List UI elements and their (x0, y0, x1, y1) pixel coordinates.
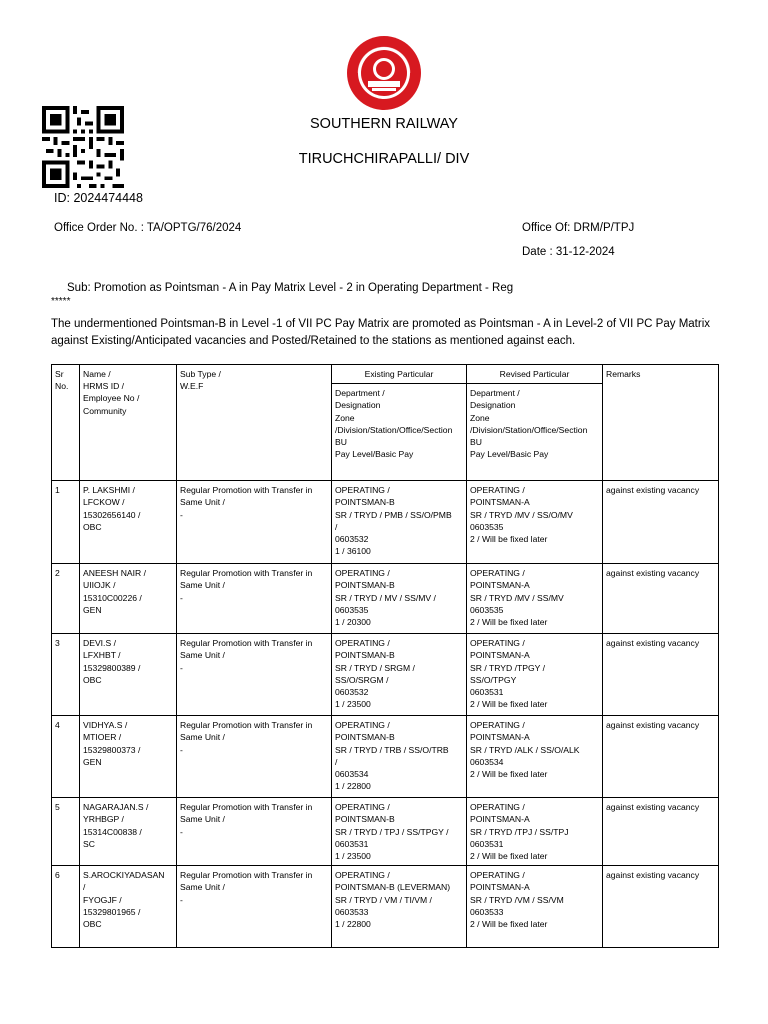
cell-revised: OPERATING / POINTSMAN-A SR / TRYD /ALK / SS/O/ALK 0603534 2 / Will be fixed later (467, 716, 603, 798)
office-order-number: Office Order No. : TA/OPTG/76/2024 (54, 222, 242, 234)
cell-sr: 4 (52, 716, 80, 798)
cell-remarks: against existing vacancy (603, 481, 719, 564)
cell-subtype: Regular Promotion with Transfer in Same Unit / - (177, 564, 332, 634)
cell-remarks: against existing vacancy (603, 716, 719, 798)
cell-revised: OPERATING / POINTSMAN-A SR / TRYD /TPGY / SS/O/TPGY 0603531 2 / Will be fixed later (467, 634, 603, 716)
cell-existing: OPERATING / POINTSMAN-B SR / TRYD / PMB / SS/O/PMB / 0603532 1 / 36100 (332, 481, 467, 564)
table-row (52, 634, 719, 716)
header-subtype: Sub Type / W.E.F (177, 365, 332, 481)
header-name: Name / HRMS ID / Employee No / Community (80, 365, 177, 481)
header-revised: Revised Particular (467, 365, 603, 384)
cell-existing: OPERATING / POINTSMAN-B SR / TRYD / MV / SS/MV / 0603535 1 / 20300 (332, 564, 467, 634)
cell-sr: 1 (52, 481, 80, 564)
table-row (52, 481, 719, 564)
cell-name: ANEESH NAIR / UIIOJK / 15310C00226 / GEN (80, 564, 177, 634)
table-header-row (52, 365, 719, 384)
promotion-table (51, 364, 719, 948)
body-paragraph: The undermentioned Pointsman-B in Level -1 of VII PC Pay Matrix are promoted as Pointsman - A in Level-2 of VII PC Pay Matrix against Existing/Anticipated vacancies and Posted/Retained to the stations as mentioned against each. (51, 318, 710, 347)
header-sr: Sr No. (52, 365, 80, 481)
cell-remarks: against existing vacancy (603, 564, 719, 634)
subject-line: Sub: Promotion as Pointsman - A in Pay Matrix Level - 2 in Operating Department - Reg (67, 282, 514, 294)
office-of: Office Of: DRM/P/TPJ (522, 222, 635, 234)
table-row (52, 716, 719, 798)
cell-sr: 5 (52, 798, 80, 866)
cell-remarks: against existing vacancy (603, 866, 719, 948)
table-row (52, 866, 719, 948)
cell-subtype: Regular Promotion with Transfer in Same Unit / - (177, 634, 332, 716)
cell-name: S.AROCKIYADASAN / FYOGJF / 15329801965 / OBC (80, 866, 177, 948)
cell-existing: OPERATING / POINTSMAN-B SR / TRYD / TPJ / SS/TPGY / 0603531 1 / 23500 (332, 798, 467, 866)
cell-revised: OPERATING / POINTSMAN-A SR / TRYD /MV / SS/O/MV 0603535 2 / Will be fixed later (467, 481, 603, 564)
header-existing: Existing Particular (332, 365, 467, 384)
header-remarks: Remarks (603, 365, 719, 481)
separator-stars: ***** (51, 296, 71, 307)
cell-subtype: Regular Promotion with Transfer in Same Unit / - (177, 798, 332, 866)
order-date: Date : 31-12-2024 (522, 246, 615, 258)
division-title: TIRUCHCHIRAPALLI/ DIV (298, 151, 470, 167)
indian-railways-logo (346, 35, 422, 111)
cell-revised: OPERATING / POINTSMAN-A SR / TRYD /TPJ / SS/TPJ 0603531 2 / Will be fixed later (467, 798, 603, 866)
cell-subtype: Regular Promotion with Transfer in Same Unit / - (177, 716, 332, 798)
cell-remarks: against existing vacancy (603, 798, 719, 866)
cell-existing: OPERATING / POINTSMAN-B (LEVERMAN) SR / TRYD / VM / TI/VM / 0603533 1 / 22800 (332, 866, 467, 948)
cell-name: NAGARAJAN.S / YRHBGP / 15314C00838 / SC (80, 798, 177, 866)
cell-revised: OPERATING / POINTSMAN-A SR / TRYD /MV / SS/MV 0603535 2 / Will be fixed later (467, 564, 603, 634)
cell-name: VIDHYA.S / MTIOER / 15329800373 / GEN (80, 716, 177, 798)
cell-sr: 2 (52, 564, 80, 634)
cell-revised: OPERATING / POINTSMAN-A SR / TRYD /VM / SS/VM 0603533 2 / Will be fixed later (467, 866, 603, 948)
document-id: ID: 2024474448 (54, 191, 143, 205)
cell-subtype: Regular Promotion with Transfer in Same Unit / - (177, 481, 332, 564)
cell-sr: 6 (52, 866, 80, 948)
cell-remarks: against existing vacancy (603, 634, 719, 716)
cell-name: P. LAKSHMI / LFCKOW / 15302656140 / OBC (80, 481, 177, 564)
cell-name: DEVI.S / LFXHBT / 15329800389 / OBC (80, 634, 177, 716)
cell-existing: OPERATING / POINTSMAN-B SR / TRYD / SRGM / SS/O/SRGM / 0603532 1 / 23500 (332, 634, 467, 716)
header-revised-sub: Department / Designation Zone /Division/Station/Office/Section BU Pay Level/Basic Pay (467, 384, 603, 481)
header-existing-sub: Department / Designation Zone /Division/Station/Office/Section BU Pay Level/Basic Pay (332, 384, 467, 481)
organization-title: SOUTHERN RAILWAY (310, 116, 458, 132)
table-row (52, 564, 719, 634)
cell-existing: OPERATING / POINTSMAN-B SR / TRYD / TRB / SS/O/TRB / 0603534 1 / 22800 (332, 716, 467, 798)
table-row (52, 798, 719, 866)
cell-subtype: Regular Promotion with Transfer in Same Unit / - (177, 866, 332, 948)
cell-sr: 3 (52, 634, 80, 716)
